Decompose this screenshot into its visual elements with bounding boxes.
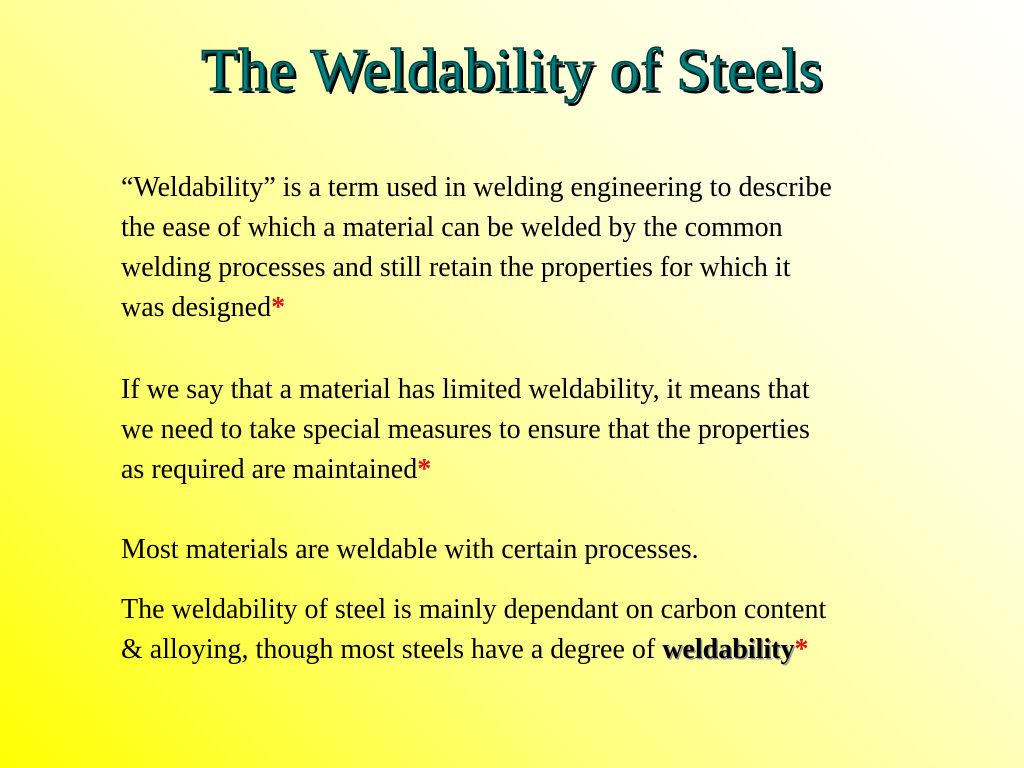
footnote-asterisk: * [271, 292, 286, 323]
footnote-asterisk: * [794, 634, 809, 665]
weldable-materials-paragraph [121, 530, 1001, 570]
slide-title: The Weldability of Steels [201, 37, 823, 103]
weldability-emphasis: weldability [662, 634, 795, 665]
paragraph-text: If we say that a material has limited weldability, it means that we need to take special measures to ensure that the properties as required are maintained [121, 374, 810, 485]
weldability-definition-paragraph [121, 168, 1001, 328]
limited-weldability-paragraph [121, 370, 1001, 490]
paragraph-text: “Weldability” is a term used in welding engineering to describe the ease of which a material can be welded by the common welding processes and still retain the properties for which it was designed [121, 172, 832, 323]
paragraph-text: Most materials are weldable with certain processes. [121, 534, 699, 565]
steel-weldability-paragraph [121, 590, 1001, 670]
footnote-asterisk: * [417, 454, 432, 485]
paragraph-text: The weldability of steel is mainly dependant on carbon content & alloying, though most steels have a degree of [121, 594, 827, 665]
